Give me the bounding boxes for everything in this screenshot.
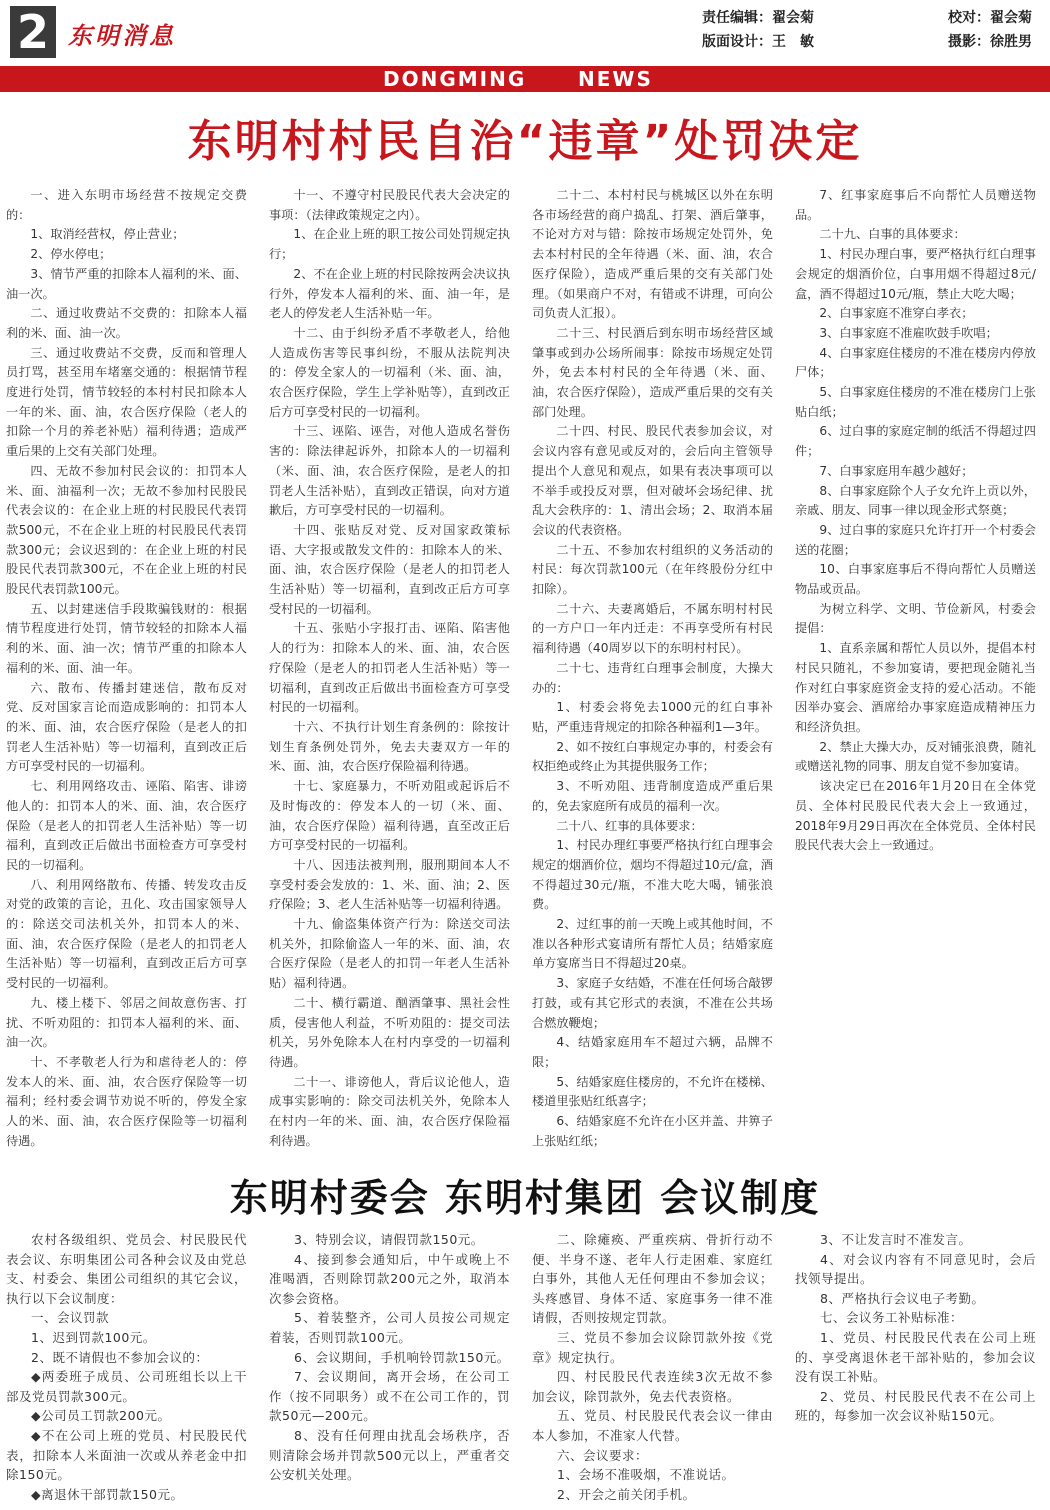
article1-paragraph: 2、白事家庭不准穿白孝衣； (819, 306, 974, 321)
article1-title: 东明村村民自治“违章”处罚决定 (187, 116, 863, 167)
article1-paragraph: 2、过红事的前一天晚上或其他时间，不准以各种形式宴请所有帮忙人员；结婚家庭单方宴席当日不得超过20桌。 (532, 917, 773, 971)
article1-paragraph: 2、不在企业上班的村民除按两会决议执行外，停发本人福利的米、面、油一年，是老人的停发老人生活补贴一年。 (269, 266, 510, 321)
article1-paragraph: 9、过白事的家庭只允许打开一个村委会送的花圈； (795, 522, 1036, 557)
article1-paragraph: 六、散布、传播封建迷信，散布反对党、反对国家言论而造成影响的：扣罚本人的米、面、油，农合医疗保险（是老人的扣罚老人生活补贴）等一切福利，直到改正后方可享受村民的一切福利。 (6, 680, 247, 774)
article2-paragraph: 4、接到参会通知后，中午或晚上不准喝酒，否则除罚款200元之外，取消本次参会资格。 (269, 1251, 510, 1306)
article1-paragraph: 二十一、诽谤他人，背后议论他人，造成事实影响的：除交司法机关外，免除本人在村内一年的米、面、油，农合医疗保险福利待遇。 (269, 1074, 510, 1148)
article1-paragraph: 2、如不按红白事规定办事的，村委会有权拒绝或终止为其提供服务工作； (532, 739, 773, 774)
article1-paragraph: 1、直系亲属和帮忙人员以外，提倡本村村民只随礼，不参加宴请，要把现金随礼当作对红白事家庭资金支持的爱心活动。不能因举办宴会、酒席给办事家庭造成精神压力和经济负担。 (795, 641, 1036, 734)
article1-paragraph: 2、停水停电； (30, 247, 112, 262)
banner-word-news: NEWS (578, 67, 653, 91)
article2-paragraph: 一、会议罚款 (31, 1310, 110, 1326)
article1-paragraph: 三、通过收费站不交费，反而和管理人员打骂，甚至用车堵塞交通的：根据情节程度进行处罚，情节较轻的本村村民扣除本人一年的米、面、油，农合医疗保险（老人的扣除一个月的养老补贴）福利待遇；造成严重后果的上交有关部门处理。 (6, 345, 247, 459)
article1-paragraph: 二十八、红事的具体要求： (556, 818, 703, 833)
article1-paragraph: 十九、偷盗集体资产行为：除送交司法机关外，扣除偷盗人一年的米、面、油，农合医疗保险（是老人的扣罚一年老人生活补贴）福利待遇。 (269, 917, 510, 991)
article2-paragraph: 3、不让发言时不准发言。 (820, 1232, 972, 1247)
banner-word-dongming: DONGMING (383, 67, 527, 91)
article1-paragraph: 二十六、夫妻离婚后，不属东明村村民的一方户口一年内迁走：不再享受所有村民福利待遇（40周岁以下的东明村村民）。 (532, 601, 773, 656)
article1-paragraph: 3、情节严重的扣除本人福利的米、面、油一次。 (6, 266, 247, 301)
article1-paragraph: 十七、家庭暴力，不听劝阻或起诉后不及时悔改的：停发本人的一切（米、面、油，农合医疗保险）福利待遇，直至改正后方可享受村民的一切福利。 (269, 779, 510, 853)
proofreader-credit: 校对：翟会菊 (948, 10, 1032, 26)
article1-paragraph: 为树立科学、文明、节俭新风，村委会提倡： (795, 601, 1036, 636)
article2-paragraph: ◆公司员工罚款200元。 (31, 1408, 171, 1424)
article1-paragraph: 2、禁止大操大办，反对铺张浪费，随礼或赠送礼物的同事、朋友自觉不参加宴请。 (795, 739, 1036, 774)
article1-paragraph: 6、结婚家庭不允许在小区并盖、井箅子上张贴红纸； (532, 1114, 773, 1148)
article1-paragraph: 二十二、本村村民与桃城区以外在东明各市场经营的商户捣乱、打架、酒后肇事，不论对方对与错：除按市场规定处罚外，免去本村村民的全年待遇（米、面、油，农合医疗保险），造成严重后果的交有关部门处理。（如果商户不对，有错或不讲理，可向公司负责人汇报）。 (532, 188, 773, 321)
article1-paragraph: 二、通过收费站不交费的：扣除本人福利的米、面、油一次。 (6, 306, 247, 340)
article1-paragraph: 十五、张贴小字报打击、诬陷、陷害他人的行为：扣除本人的米、面、油，农合医疗保险（是老人的扣罚老人生活补贴）等一切福利，直到改正后做出书面检查方可享受村民的一切福利。 (269, 621, 510, 715)
article1-paragraph: 二十九、白事的具体要求： (819, 227, 966, 242)
article1-paragraph: 6、过白事的家庭定制的纸活不得超过四件； (795, 424, 1036, 459)
article2-paragraph: 1、党员、村民股民代表在公司上班的、享受离退休老干部补贴的，参加会议没有误工补贴。 (795, 1329, 1036, 1385)
article1-paragraph: 8、白事家庭除个人子女允许上贡以外，亲戚、朋友、同事一律以现金形式祭奠； (795, 483, 1036, 518)
article1-paragraph: 二十、横行霸道、酗酒肇事、黑社会性质，侵害他人利益，不听劝阻的：提交司法机关，另外免除本人在村内享受的一切福利待遇。 (269, 995, 510, 1069)
article2-paragraph: 1、会场不准吸烟，不准说话。 (557, 1467, 735, 1483)
article2-paragraph: 1、迟到罚款100元。 (31, 1329, 156, 1345)
article2-paragraph: 七、会议务工补贴标准： (820, 1310, 964, 1326)
article1-paragraph: 一、进入东明市场经营不按规定交费的： (6, 188, 247, 222)
article1-paragraph: 7、白事家庭用车越少越好； (819, 463, 974, 478)
article1-paragraph: 10、白事家庭事后不得向帮忙人员赠送物品或贡品。 (795, 562, 1036, 597)
article1-paragraph: 十一、不遵守村民股民代表大会决定的事项：（法律政策规定之内）。 (269, 188, 510, 222)
article1-paragraph: 1、取消经营权，停止营业； (30, 227, 185, 242)
page-header (0, 0, 1050, 62)
credits (702, 6, 1032, 54)
article1-paragraph: 九、楼上楼下、邻居之间故意伤害、打扰、不听劝阻的：扣罚本人福利的米、面、油一次。 (6, 995, 247, 1050)
article2-paragraph: ◆两委班子成员、公司班组长以上干部及党员罚款300元。 (6, 1369, 247, 1404)
article1-paragraph: 5、结婚家庭住楼房的，不允许在楼梯、楼道里张贴红纸喜字； (532, 1074, 773, 1109)
article1-paragraph: 十、不孝敬老人行为和虐待老人的：停发本人的米、面、油，农合医疗保险等一切福利；经村委会调节劝说不听的，停发全家人的米、面、油，农合医疗保险等一切福利待遇。 (6, 1054, 247, 1148)
article1-paragraph: 二十五、不参加农村组织的义务活动的村民：每次罚款100元（在年终股份分红中扣除）。 (532, 542, 773, 597)
article1-paragraph: 十二、由于纠纷矛盾不孝敬老人，给他人造成伤害等民事纠纷，不服从法院判决的：停发全家人的一切福利（米、面、油，农合医疗保险，学生上学补贴等），直到改正后方可享受村民的一切福利。 (269, 325, 510, 419)
article2-paragraph: 8、没有任何理由扰乱会场秩序，否则清除会场并罚款500元以上，严重者交公安机关处理。 (269, 1427, 510, 1483)
designer-credit: 版面设计：王 敏 (702, 34, 814, 50)
page-number: 2 (10, 6, 56, 58)
photographer-credit: 摄影：徐胜男 (948, 34, 1032, 50)
article1-paragraph: 1、村民办理红事要严格执行红白理事会规定的烟酒价位，烟均不得超过10元/盒，酒不得超过30元/瓶，不准大吃大喝，铺张浪费。 (532, 838, 773, 912)
article2-paragraph: 五、党员、村民股民代表会议一律由本人参加，不准家人代替。 (532, 1408, 773, 1443)
article2-paragraph: 四、村民股民代表连续3次无故不参加会议，除罚款外，免去代表资格。 (532, 1369, 773, 1404)
article2-paragraph: 7、会议期间，离开会场，在公司工作（按不同职务）或不在公司工作的，罚款50元—200元。 (269, 1369, 510, 1424)
article1-paragraph: 4、结婚家庭用车不超过六辆，品牌不限； (532, 1035, 773, 1069)
article1-paragraph: 3、白事家庭不准雇吹鼓手吹唱； (819, 325, 998, 340)
article1-paragraph: 1、在企业上班的职工按公司处罚规定执行； (269, 227, 510, 262)
article2-paragraph: 8、严格执行会议电子考勤。 (820, 1290, 985, 1306)
article1-paragraph: 3、不听劝阻、违背制度造成严重后果的，免去家庭所有成员的福利一次。 (532, 779, 773, 813)
article1-paragraph: 七、利用网络攻击、诬陷、陷害、诽谤他人的：扣罚本人的米、面、油，农合医疗保险（是老人的扣罚老人生活补贴）等一切福利，直到改正后做出书面检查方可享受村民的一切福利。 (6, 779, 247, 872)
article2-paragraph: 4、对会议内容有不同意见时，会后找领导提出。 (795, 1251, 1036, 1287)
article1-paragraph: 1、村民办理白事，要严格执行红白理事会规定的烟酒价位，白事用烟不得超过8元/盒，酒不得超过10元/瓶，禁止大吃大喝； (795, 247, 1036, 301)
article1-paragraph: 3、家庭子女结婚，不准在任何场合敲锣打鼓，或有其它形式的表演，不准在公共场合燃放鞭炮； (532, 976, 773, 1030)
article1-body (6, 186, 1036, 1160)
article1-paragraph: 十六、不执行计划生育条例的：除按计划生育条例处罚外，免去夫妻双方一年的米、面、油，农合医疗保险福利待遇。 (269, 719, 510, 774)
article2-paragraph: 6、会议期间，手机响铃罚款150元。 (294, 1349, 510, 1365)
article2-body (6, 1230, 1036, 1510)
article1-paragraph: 7、红事家庭事后不向帮忙人员赠送物品。 (795, 188, 1036, 222)
article1-paragraph: 八、利用网络散布、传播、转发攻击反对党的政策的言论，丑化、攻击国家领导人的：除送交司法机关外，扣罚本人的米、面、油，农合医疗保险（是老人的扣罚老人生活补贴）等一切福利，直到改正后方可享受村民的一切福利。 (6, 877, 247, 991)
article2-paragraph: 三、党员不参加会议除罚款外按《党章》规定执行。 (532, 1329, 773, 1365)
masthead-banner (0, 66, 1050, 92)
editor-credit: 责任编辑：翟会菊 (702, 10, 814, 26)
article1-paragraph: 该决定已在2016年1月20日在全体党员、全体村民股民代表大会上一致通过，2018年9月29日再次在全体党员、全体村民股民代表大会上一致通过。 (795, 779, 1036, 853)
article1-paragraph: 五、以封建迷信手段欺骗钱财的：根据情节程度进行处罚，情节较轻的扣除本人福利的米、面、油一次；情节严重的扣除本人福利的米、面、油一年。 (6, 601, 247, 675)
section-name: 东明消息 (68, 21, 176, 50)
article2-paragraph: 二、除瘫痪、严重疾病、骨折行动不便、半身不遂、老年人行走困难、家庭红白事外，其他人无任何理由不参加会议；头疼感冒、身体不适、家庭事务一律不准请假，否则按规定罚款。 (532, 1232, 773, 1326)
article2-paragraph: 5、着装整齐，公司人员按公司规定着装，否则罚款100元。 (269, 1310, 510, 1345)
article2-title: 东明村委会 东明村集团 会议制度 (229, 1176, 821, 1220)
article1-paragraph: 十三、诬陷、诬告，对他人造成名誉伤害的：除法律起诉外，扣除本人的一切福利（米、面、油，农合医疗保险，是老人的扣罚老人生活补贴），直到改正错误，向对方道歉后，方可享受村民的一切福利。 (269, 424, 510, 518)
article1-paragraph: 二十三、村民酒后到东明市场经营区域肇事或到办公场所闹事：除按市场规定处罚外，免去本村村民的全年待遇（米、面、油，农合医疗保险），造成严重后果的交有关部门处理。 (532, 325, 773, 419)
article1-paragraph: 1、村委会将免去1000元的红白事补贴，严重违背规定的扣除各种福利1—3年。 (532, 700, 773, 734)
article2-paragraph: 2、党员、村民股民代表不在公司上班的，每参加一次会议补贴150元。 (795, 1388, 1036, 1424)
article1-paragraph: 4、白事家庭住楼房的不准在楼房内停放尸体； (795, 345, 1036, 380)
article1-paragraph: 二十七、违背红白理事会制度，大操大办的： (532, 660, 773, 695)
article2-paragraph: 3、特别会议，请假罚款150元。 (294, 1232, 484, 1247)
article2-paragraph: 2、开会之前关闭手机。 (557, 1486, 696, 1502)
article1-paragraph: 四、无故不参加村民会议的：扣罚本人米、面、油福利一次；无故不参加村民股民代表会议的：在企业上班的村民股民代表罚款500元，不在企业上班的村民股民代表罚款300元；会议迟到的：在企业上班的村民股民代表罚款300元，不在企业上班的村民股民代表罚款100元。 (6, 463, 247, 597)
article1-paragraph: 二十四、村民、股民代表参加会议，对会议内容有意见或反对的，会后向主管领导提出个人意见和观点，如果有表决事项可以不举手或投反对票，但对破坏会场纪律、扰乱大会秩序的：1、清出会场；2、取消本届会议的代表资格。 (532, 424, 773, 537)
article1-paragraph: 十八、因违法被判刑，服刑期间本人不享受村委会发放的：1、米、面、油；2、医疗保险；3、老人生活补贴等一切福利待遇。 (269, 857, 510, 912)
article2-paragraph: 六、会议要求： (557, 1447, 649, 1463)
article2-paragraph: ◆不在公司上班的党员、村民股民代表，扣除本人米面油一次或从养老金中扣除150元。 (6, 1427, 247, 1483)
article2-paragraph: 2、既不请假也不参加会议的： (31, 1349, 209, 1365)
article2-paragraph: ◆离退休干部罚款150元。 (31, 1486, 184, 1502)
article2-paragraph: 农村各级组织、党员会、村民股民代表会议、东明集团公司各种会议及由党总支、村委会、集团公司组织的其它会议，执行以下会议制度： (6, 1232, 247, 1306)
article1-paragraph: 5、白事家庭住楼房的不准在楼房门上张贴白纸； (795, 385, 1036, 419)
article1-paragraph: 十四、张贴反对党、反对国家政策标语、大字报或散发文件的：扣除本人的米、面、油，农合医疗保险（是老人的扣罚老人生活补贴）等一切福利，直到改正后方可享受村民的一切福利。 (269, 522, 510, 616)
